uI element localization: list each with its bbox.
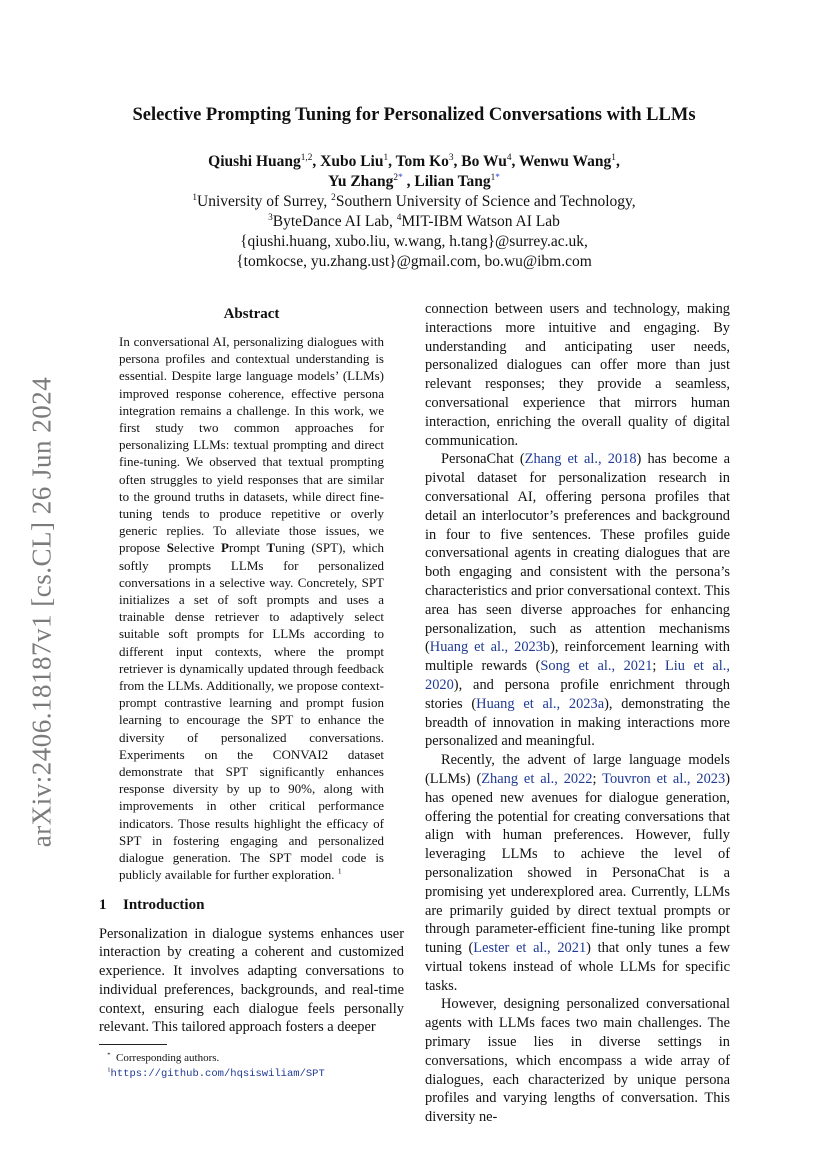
footnote-ref[interactable]: 1 [337,866,342,876]
corresponding-mark[interactable]: * [495,172,500,183]
affiliation-line-2: $^3$ByteDance AI Lab, $^4$MIT-IBM Watson AI Lab [268,212,560,230]
abstract-heading: Abstract [223,306,280,322]
author-name: Xubo Liu [320,153,384,170]
footnote-corresponding: * Corresponding authors. [107,1051,220,1064]
intro-paragraph-1: Personalization in dialogue systems enhances user interaction by creating a coherent and customized experience. It involves adapting conversations to individual preferences, backgrounds, and real-time context, ensuring each dialogue feels personally relevant. This tailored approach fosters a deeper [99,925,404,1036]
arxiv-identifier: arXiv:2406.18187v1 [cs.CL] 26 Jun 2024 [26,376,57,848]
citation-link[interactable]: Zhang et al., 2022 [481,770,593,787]
citation-link[interactable]: Zhang et al., 2018 [524,451,637,468]
left-column [99,300,404,1037]
author-block [90,152,738,272]
author-line-1: Qiushi Huang$^{1,2}$, Xubo Liu$^1$, Tom Ko$^3$, Bo Wu$^4$, Wenwu Wang$^1$, [208,152,620,170]
intro-paragraph-3: Recently, the advent of large language models (LLMs) (Zhang et al., 2022; Touvron et al., 2023) has opened new avenues for dialogue generation, offering the potential for creating conversations that align with human preferences. However, fully leveraging LLMs to achieve the level of personalization showed in PersonaChat is a promising yet underexplored area. Currently, LLMs are primarily guided by direct textual prompts or through parameter-efficient fine-tuning like prompt tuning (Lester et al., 2021) that only tunes a few virtual tokens instead of whole LLMs for specific tasks. [425,752,731,994]
paper-title: Selective Prompting Tuning for Personalized Conversations with LLMs [132,105,696,125]
author-line-2: Yu Zhang$^{2*}$ , Lilian Tang$^{1*}$ [328,172,500,190]
author-name: Lilian Tang [414,173,491,190]
footnotes [99,1044,404,1082]
section-heading-introduction: 1 Introduction [99,896,205,913]
author-name: Bo Wu [461,153,507,170]
abstract-text: In conversational AI, personalizing dialogues with persona profiles and contextual understanding is essential. Despite large language models’ (LLMs) improved response coherence, effective persona integration remains a challenge. In this work, we first study two common approaches for personalizing LLMs: textual prompting and direct fine-tuning. We observed that textual prompting often struggles to yield responses that are similar to the ground truths in datasets, while direct fine-tuning tends to produce repetitive or overly generic replies. To alleviate those issues, we propose Selective Prompt Tuning (SPT), which softly prompts LLMs for personalized conversations in a selective way. Concretely, SPT initializes a set of soft prompts and uses a trainable dense retriever to adaptively select suitable soft prompts for LLMs according to different input contexts, where the prompt retriever is dynamically updated through feedback from the LLMs. Additionally, we propose context-prompt contrastive learning and prompt fusion learning to encourage the SPT to enhance the diversity of personalized conversations. Experiments on the CONVAI2 dataset demonstrate that SPT significantly enhances response diversity by up to 90%, along with improvements in other critical performance indicators. Those results highlight the efficacy of SPT in fostering engaging and personalized dialogue generation. The SPT model code is publicly available for further exploration. $^1$ [119,334,384,883]
footnote-rule [99,1044,167,1045]
right-column [425,300,730,1127]
intro-paragraph-4: However, designing personalized conversational agents with LLMs faces two main challenges. The primary issue lies in diverse settings in conversations, which encompass a wide array of dialogues, each characterized by unique persona profiles and varying lengths of conversation. This diversity ne- [425,996,730,1126]
citation-link[interactable]: Touvron et al., 2023 [602,770,726,787]
email-line-1: {qiushi.huang, xubo.liu, w.wang, h.tang}@surrey.ac.uk, [240,233,588,250]
citation-link[interactable]: Song et al., 2021 [540,658,653,675]
corresponding-mark[interactable]: * [398,172,403,183]
citation-link[interactable]: Huang et al., 2023b [429,639,551,656]
citation-link[interactable]: Liu et al., 2020 [425,658,730,693]
arxiv-side-stamp [18,372,66,852]
author-name: Yu Zhang [328,173,394,190]
author-name: Qiushi Huang [208,153,301,170]
affiliation-line-1: $^1$University of Surrey, $^2$Southern University of Science and Technology, [192,192,636,210]
code-url-link[interactable]: https://github.com/hqsiswiliam/SPT [110,1068,325,1080]
intro-paragraph-1-continued: connection between users and technology, making interactions more intuitive and engaging. By understanding and anticipating user needs, personalized dialogues can offer more than just relevant responses; they provide a seamless, conversational experience that mirrors human interaction, enriching the overall quality of digital communication. [425,301,730,449]
footnote-code-url: $^1$https://github.com/hqsiswiliam/SPT [107,1066,325,1080]
author-name: Tom Ko [395,153,449,170]
intro-paragraph-2: PersonaChat (Zhang et al., 2018) has become a pivotal dataset for personalization research in conversational AI, offering persona profiles that detail an interlocutor’s preferences and background in four to five sentences. These profiles guide conversational agents in creating dialogues that are both engaging and consistent with the persona’s characteristics and prior conversational context. This area has seen diverse approaches for enhancing personalization, such as attention mechanisms (Huang et al., 2023b), reinforcement learning with multiple rewards (Song et al., 2021; Liu et al., 2020), and persona profile enrichment through stories (Huang et al., 2023a), demonstrating the breadth of innovation in making interactions more personalized and meaningful. [425,451,731,750]
email-line-2: {tomkocse, yu.zhang.ust}@gmail.com, bo.wu@ibm.com [236,253,592,270]
citation-link[interactable]: Huang et al., 2023a [476,695,605,712]
author-name: Wenwu Wang [518,153,612,170]
citation-link[interactable]: Lester et al., 2021 [473,940,587,957]
